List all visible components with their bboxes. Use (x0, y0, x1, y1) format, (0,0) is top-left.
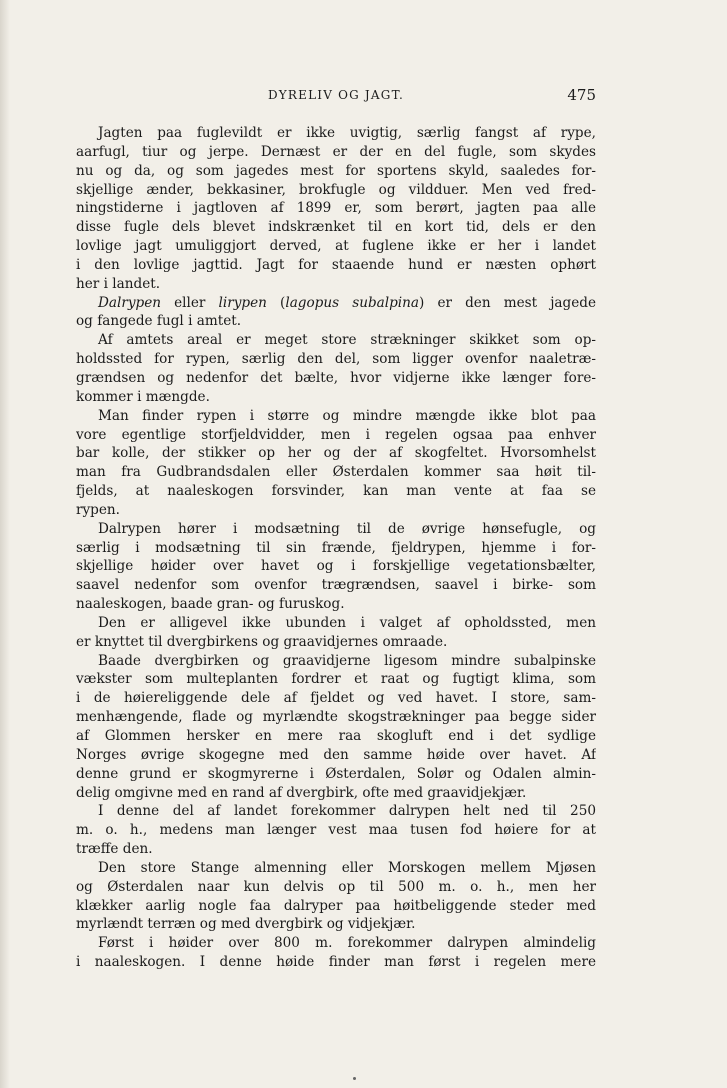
text-line: klækker aarlig nogle faa dalryper paa høitbeliggende steder med (76, 897, 596, 914)
text-line: vore egentlige storfjeldvidder, men i regelen ogsaa paa enhver (76, 426, 596, 443)
text-line: lovlige jagt umuliggjort derved, at fuglene ikke er her i landet (76, 238, 596, 255)
text-line: myrlændt terræn og med dvergbirk og vidjekjær. (76, 916, 416, 933)
text-line: i naaleskogen. I denne høide finder man først i regelen mere (76, 954, 596, 971)
text-line: skjellige høider over havet og i forskjellige vegetationsbælter, (76, 558, 596, 575)
text-line: grændsen og nedenfor det bælte, hvor vidjerne ikke længer fore- (76, 369, 596, 386)
text-line: naaleskogen, baade gran- og furuskog. (76, 596, 345, 613)
text-line: træffe den. (76, 841, 153, 858)
text-line: særlig i modsætning til sin frænde, fjeldrypen, hjemme i for- (76, 539, 596, 556)
text-line: Dalrypen eller lirypen (lagopus subalpina) er den mest jagede (98, 294, 596, 311)
text-line: vækster som multeplanten fordrer et raat og fugtigt klima, som (76, 671, 596, 688)
text-line: delig omgivne med en rand af dvergbirk, ofte med graavidjekjær. (76, 784, 527, 801)
text-line: her i landet. (76, 275, 161, 292)
text-line: skjellige ænder, bekkasiner, brokfugle og vildduer. Men ved fred- (76, 181, 596, 198)
text-line: saavel nedenfor som ovenfor trægrændsen, saavel i birke- som (76, 577, 596, 594)
text-line: denne grund er skogmyrerne i Østerdalen, Solør og Odalen almin- (76, 765, 596, 782)
text-line: disse fugle dels blevet indskrænket til en kort tid, dels er den (76, 219, 596, 236)
text-line: Man finder rypen i større og mindre mængde ikke blot paa (98, 407, 596, 424)
text-line: er knyttet til dvergbirkens og graavidjernes omraade. (76, 633, 448, 650)
text-line: menhængende, flade og myrlændte skogstrækninger paa begge sider (76, 709, 596, 726)
text-line: fjelds, at naaleskogen forsvinder, kan man vente at faa se (76, 483, 596, 500)
text-line: af Glommen hersker en mere raa skogluft end i det sydlige (76, 728, 596, 744)
text-line: bar kolle, der stikker op her og der af skogfeltet. Hvorsomhelst (76, 445, 596, 462)
text-line: i de høiereliggende dele af fjeldet og ved havet. I store, sam- (76, 690, 596, 707)
text-line: og fangede fugl i amtet. (76, 313, 242, 330)
text-line: Norges øvrige skogegne med den samme høide over havet. Af (76, 746, 596, 763)
text-line: Dalrypen hører i modsætning til de øvrige hønsefugle, og (98, 520, 596, 537)
text-line: rypen. (76, 501, 121, 518)
text-line: Af amtets areal er meget store strækninger skikket som op- (98, 332, 596, 349)
text-line: I denne del af landet forekommer dalrypen helt ned til 250 (98, 803, 596, 820)
text-line: m. o. h., medens man længer vest maa tusen fod høiere for at (76, 822, 596, 839)
text-line: holdssted for rypen, særlig den del, som ligger ovenfor naaletræ- (76, 351, 596, 368)
page-number: 475 (567, 86, 596, 104)
print-speck (353, 1077, 356, 1080)
text-line: aarfugl, tiur og jerpe. Dernæst er der en del fugle, som skydes (76, 143, 596, 160)
text-line: Jagten paa fuglevildt er ikke uvigtig, særlig fangst af rype, (98, 125, 596, 141)
text-line: Den store Stange almenning eller Morskogen mellem Mjøsen (98, 859, 596, 876)
text-line: man fra Gudbrandsdalen eller Østerdalen kommer saa høit til- (76, 464, 596, 481)
text-line: nu og da, og som jagedes mest for sportens skyld, saaledes for- (76, 162, 596, 179)
text-line: Først i høider over 800 m. forekommer dalrypen almindelig (98, 935, 596, 952)
text-line: kommer i mængde. (76, 388, 210, 405)
text-line: i den lovlige jagttid. Jagt for staaende hund er næsten ophørt (76, 256, 596, 273)
page-edge-shadow (0, 0, 10, 1088)
body-text (76, 124, 596, 972)
running-head (76, 88, 596, 108)
text-line: Baade dvergbirken og graavidjerne ligesom mindre subalpinske (98, 652, 596, 669)
running-title: DYRELIV OG JAGT. (267, 88, 405, 102)
text-line: og Østerdalen naar kun delvis op til 500 m. o. h., men her (76, 878, 596, 895)
text-line: Den er alligevel ikke ubunden i valget af opholdssted, men (98, 614, 596, 631)
text-line: ningstiderne i jagtloven af 1899 er, som berørt, jagten paa alle (76, 200, 596, 217)
